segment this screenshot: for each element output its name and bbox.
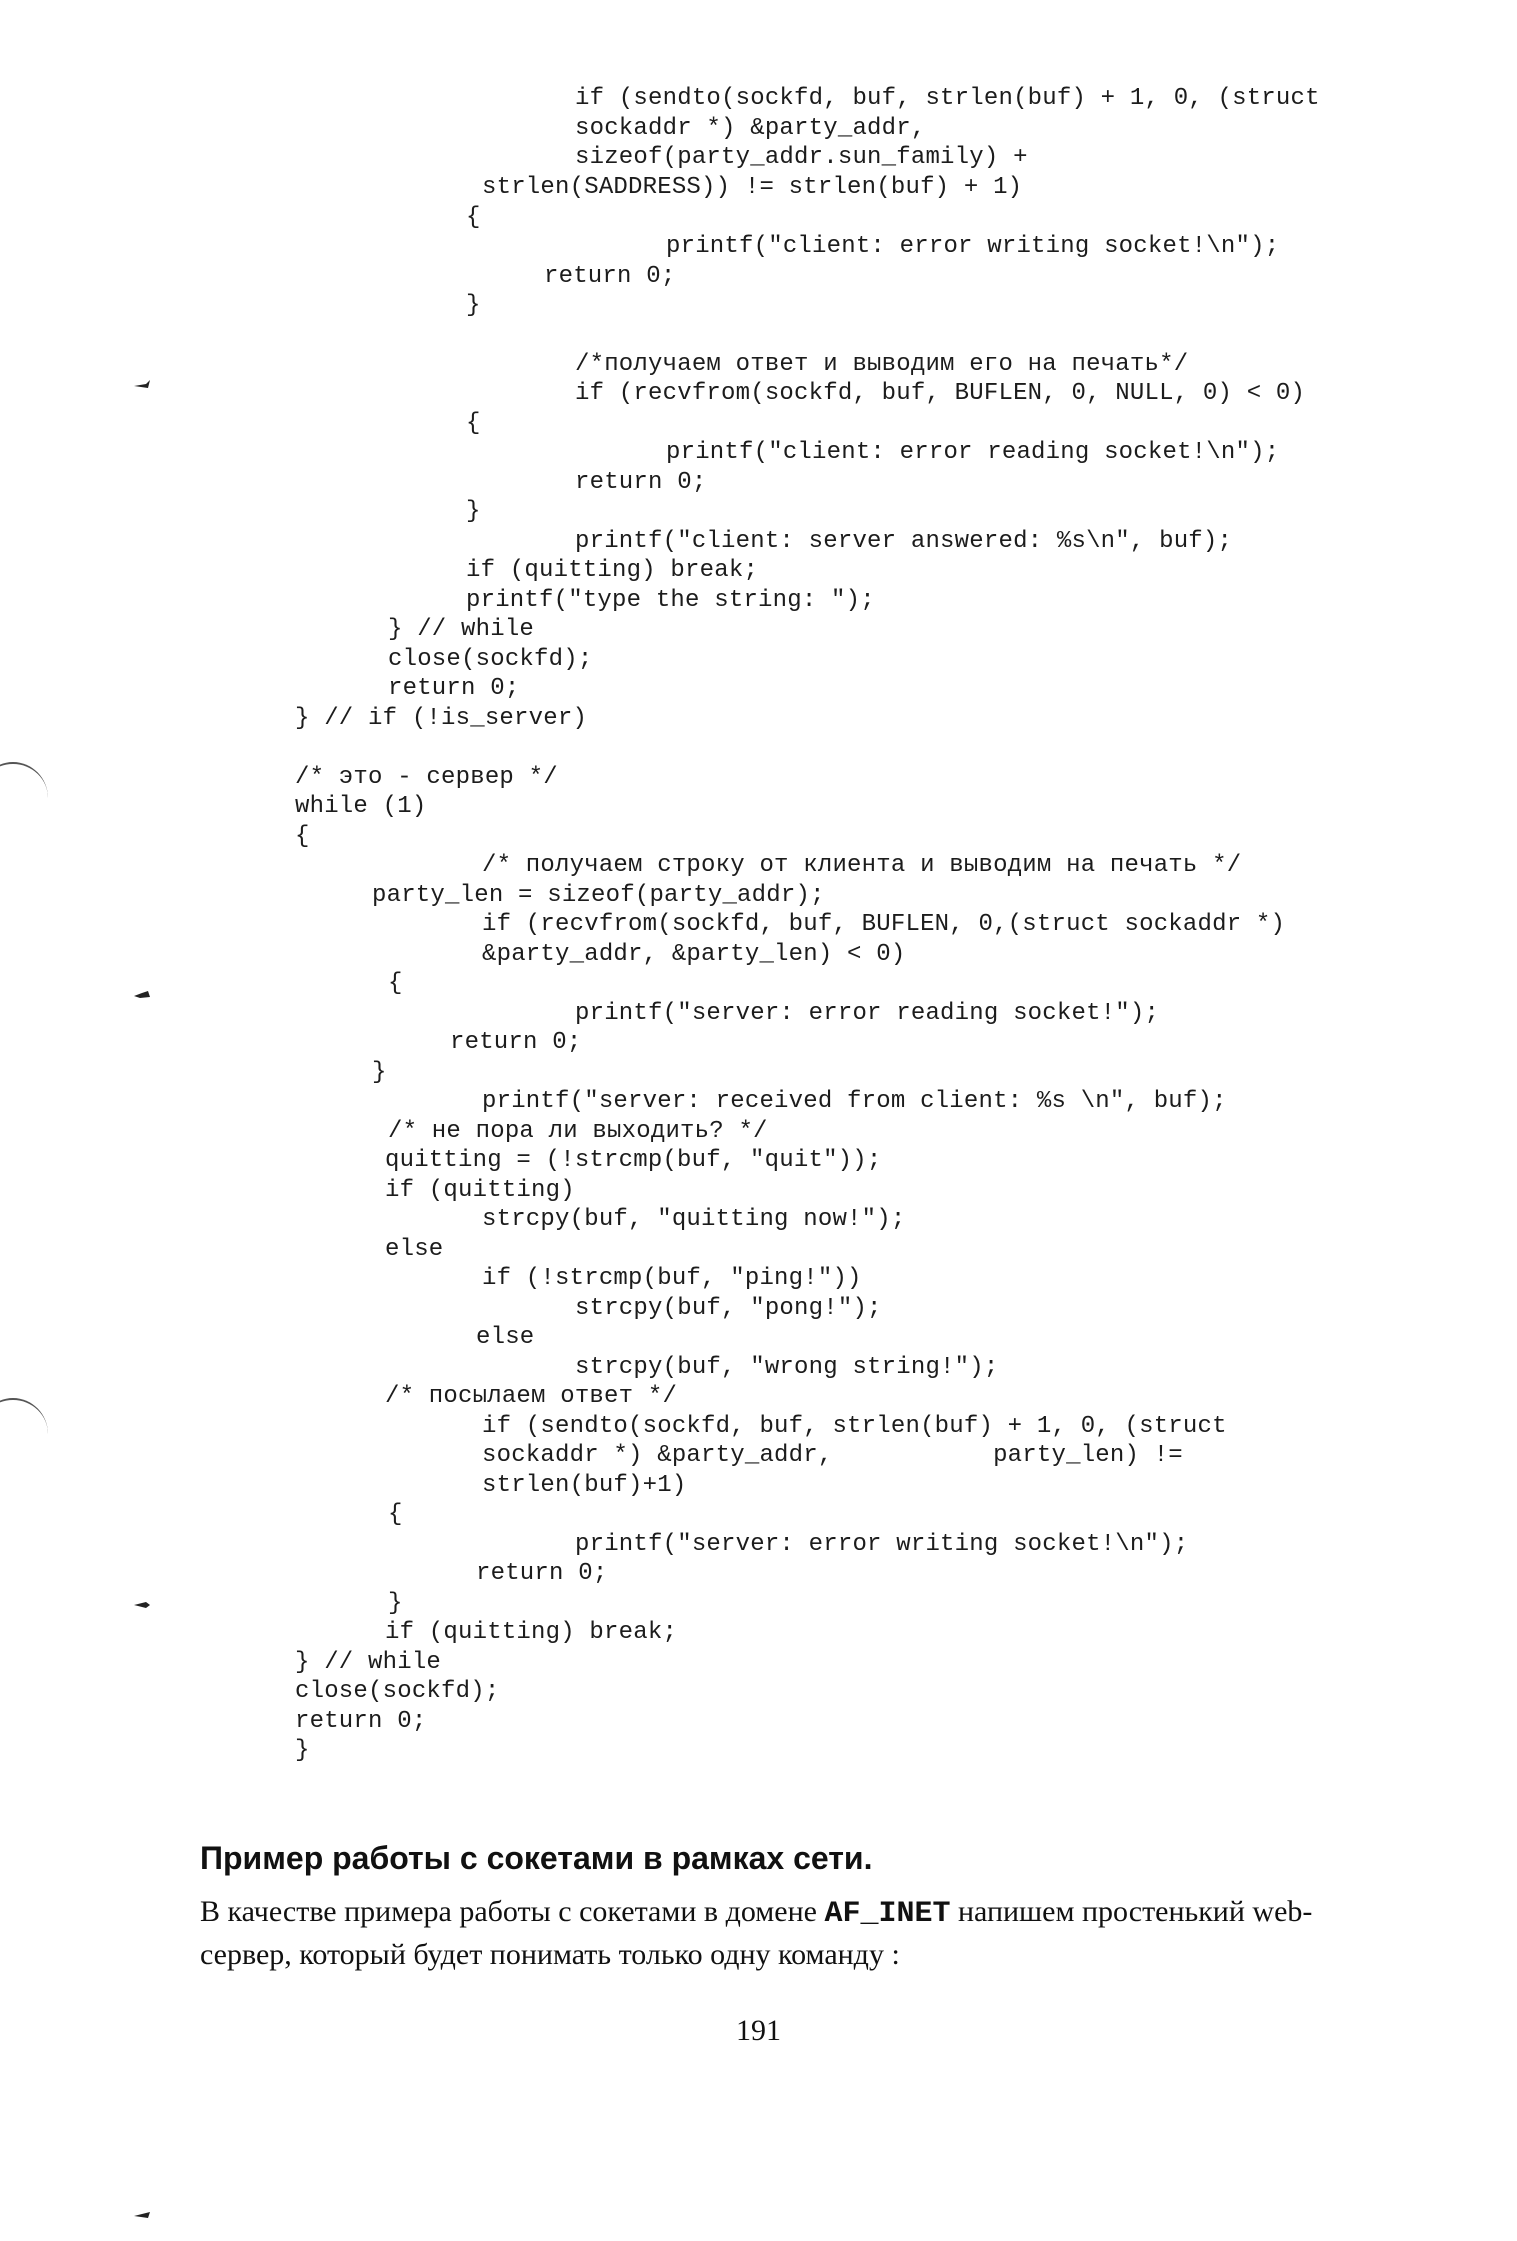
code-line: return 0; (450, 1029, 582, 1056)
page-number: 191 (736, 2014, 781, 2047)
ink-speck-icon (132, 988, 154, 1002)
code-line: if (sendto(sockfd, buf, strlen(buf) + 1, 0, (struct (482, 1413, 1227, 1440)
code-line: while (1) (295, 793, 427, 820)
paragraph-text: В качестве примера работы с сокетами в домене (200, 1895, 825, 1928)
code-line: } // if (!is_server) (295, 705, 588, 732)
code-line: { (466, 204, 481, 231)
code-line: else (476, 1324, 535, 1351)
code-line: return 0; (544, 263, 676, 290)
paragraph-line (200, 1890, 1418, 1936)
code-line: if (recvfrom(sockfd, buf, BUFLEN, 0,(struct sockaddr *) (482, 911, 1286, 938)
code-line: /* получаем строку от клиента и выводим на печать */ (482, 852, 1242, 879)
code-line: sockaddr *) &party_addr, (575, 115, 926, 142)
code-line: close(sockfd); (295, 1678, 500, 1705)
section-heading: Пример работы с сокетами в рамках сети. (200, 1840, 873, 1876)
code-line: sizeof(party_addr.sun_family) + (575, 144, 1028, 171)
code-line: { (466, 410, 481, 437)
ink-speck-icon (132, 378, 154, 392)
code-line: if (!strcmp(buf, "ping!")) (482, 1265, 862, 1292)
punch-hole-mark (0, 1398, 48, 1470)
code-line: } (466, 292, 481, 319)
code-line: return 0; (388, 675, 520, 702)
code-line: printf("server: received from client: %s \n", buf); (482, 1088, 1227, 1115)
code-line: printf("server: error writing socket!\n"); (575, 1531, 1189, 1558)
code-line: if (quitting) (385, 1177, 575, 1204)
code-line: } (295, 1737, 310, 1764)
code-line: strcpy(buf, "wrong string!"); (575, 1354, 999, 1381)
code-line: { (295, 823, 310, 850)
code-line: if (quitting) break; (466, 557, 759, 584)
code-line: /* это - сервер */ (295, 764, 558, 791)
code-line: { (388, 970, 403, 997)
ink-speck-icon (132, 2208, 154, 2222)
code-line: strlen(SADDRESS)) != strlen(buf) + 1) (482, 174, 1023, 201)
code-line: if (recvfrom(sockfd, buf, BUFLEN, 0, NULL, 0) < 0) (575, 380, 1306, 407)
code-line: strlen(buf)+1) (482, 1472, 687, 1499)
code-line: &party_addr, &party_len) < 0) (482, 941, 906, 968)
paragraph-line: сервер, который будет понимать только одну команду : (200, 1938, 900, 1971)
code-line: } // while (388, 616, 535, 643)
code-line: return 0; (295, 1708, 427, 1735)
code-line: } (466, 498, 481, 525)
inline-code: AF_INET (824, 1897, 951, 1931)
code-line: printf("type the string: "); (466, 587, 875, 614)
code-line: /* посылаем ответ */ (385, 1383, 678, 1410)
code-line: strcpy(buf, "pong!"); (575, 1295, 882, 1322)
code-line: if (sendto(sockfd, buf, strlen(buf) + 1, 0, (struct (575, 85, 1320, 112)
code-line: close(sockfd); (388, 646, 593, 673)
code-line: if (quitting) break; (385, 1619, 678, 1646)
code-line: return 0; (575, 469, 707, 496)
paragraph-text: напишем простенький web- (950, 1895, 1313, 1928)
code-line: { (388, 1501, 403, 1528)
code-line: strcpy(buf, "quitting now!"); (482, 1206, 906, 1233)
code-line: else (385, 1236, 444, 1263)
ink-speck-icon (132, 1598, 154, 1612)
code-line: } // while (295, 1649, 442, 1676)
code-line: printf("client: server answered: %s\n", buf); (575, 528, 1233, 555)
code-line: /*получаем ответ и выводим его на печать*/ (575, 351, 1189, 378)
code-line: /* не пора ли выходить? */ (388, 1118, 768, 1145)
code-line: } (388, 1590, 403, 1617)
code-line: quitting = (!strcmp(buf, "quit")); (385, 1147, 882, 1174)
code-line: } (372, 1059, 387, 1086)
code-line: printf("client: error reading socket!\n"); (666, 439, 1280, 466)
code-line: party_len = sizeof(party_addr); (372, 882, 825, 909)
code-line: return 0; (476, 1560, 608, 1587)
punch-hole-mark (0, 762, 48, 834)
code-line: sockaddr *) &party_addr, party_len) != (482, 1442, 1183, 1469)
code-line: printf("server: error reading socket!"); (575, 1000, 1160, 1027)
code-line: printf("client: error writing socket!\n"); (666, 233, 1280, 260)
